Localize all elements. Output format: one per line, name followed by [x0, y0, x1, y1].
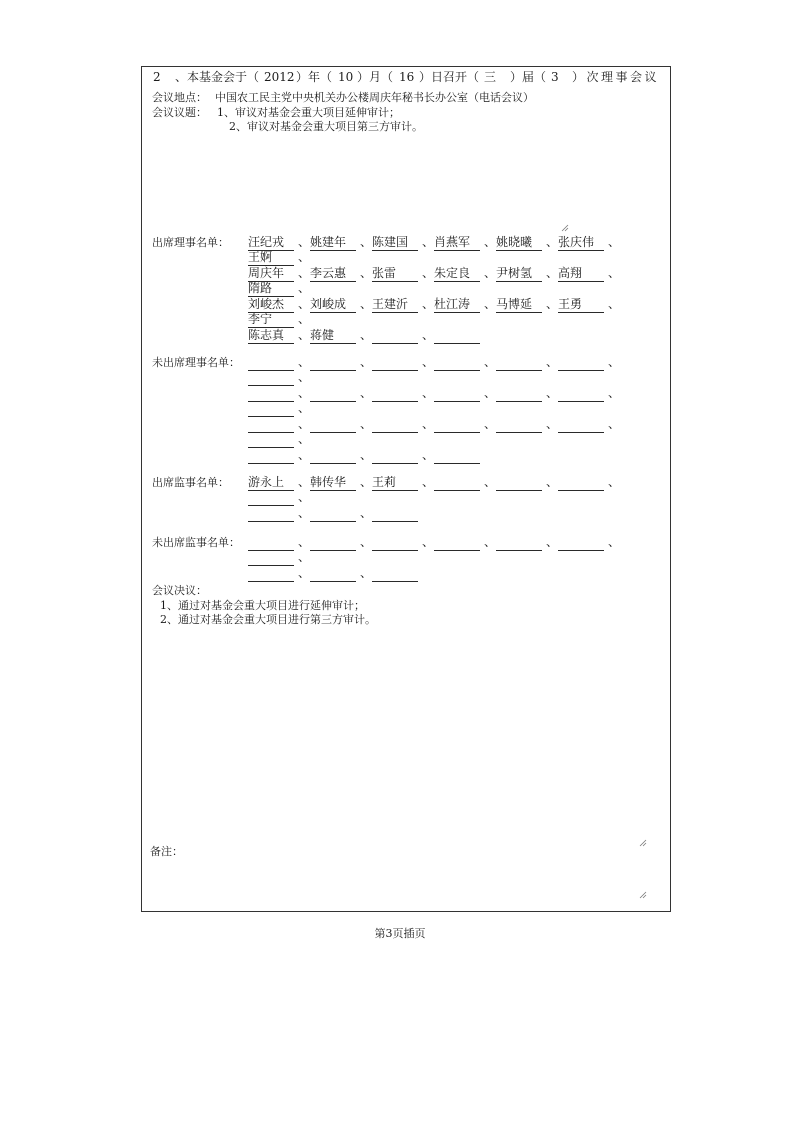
name-separator: 、: [360, 566, 373, 580]
absent-directors-label: 未出席理事名单：: [152, 356, 240, 369]
name-separator: 、: [298, 535, 311, 549]
name-slot: 刘峻成: [310, 297, 356, 313]
name-separator: 、: [298, 550, 311, 564]
name-slot: [372, 355, 418, 371]
name-slot: [248, 506, 294, 522]
meeting-day: 16: [399, 70, 415, 84]
absent-directors-section: [0, 355, 796, 465]
name-slot: [310, 355, 356, 371]
name-slot: [248, 417, 294, 433]
name-slot: 杜江涛: [434, 297, 480, 313]
name-separator: 、: [484, 355, 497, 369]
name-slot: 王勇: [558, 297, 604, 313]
name-separator: 、: [608, 266, 621, 280]
name-separator: 、: [422, 417, 435, 431]
name-separator: 、: [298, 490, 311, 504]
name-slot: [558, 386, 604, 402]
name-separator: 、: [298, 448, 311, 462]
name-separator: 、: [422, 297, 435, 311]
name-separator: 、: [360, 328, 373, 342]
name-separator: 、: [360, 417, 373, 431]
name-separator: 、: [608, 535, 621, 549]
resolution-item: 2、通过对基金会重大项目进行第三方审计。: [160, 613, 376, 626]
name-separator: 、: [608, 386, 621, 400]
name-separator: 、: [546, 386, 559, 400]
name-slot: 肖燕军: [434, 235, 480, 251]
absent-supervisors-section: [0, 535, 796, 645]
name-slot: 李宁: [248, 312, 294, 328]
name-separator: 、: [298, 250, 311, 264]
name-slot: [372, 535, 418, 551]
name-separator: 、: [360, 535, 373, 549]
name-slot: [372, 386, 418, 402]
meeting-year: 2012: [264, 70, 295, 84]
name-separator: 、: [298, 355, 311, 369]
name-separator: 、: [484, 297, 497, 311]
attending-directors-label: 出席理事名单：: [152, 236, 229, 249]
name-separator: 、: [298, 432, 311, 446]
absent-supervisors-label: 未出席监事名单：: [152, 536, 240, 549]
name-slot: 姚晓曦: [496, 235, 542, 251]
name-separator: 、: [298, 312, 311, 326]
name-slot: [248, 490, 294, 506]
name-slot: 高翔: [558, 266, 604, 282]
name-slot: [434, 386, 480, 402]
name-slot: [372, 448, 418, 464]
name-separator: 、: [484, 235, 497, 249]
name-separator: 、: [546, 535, 559, 549]
attending-directors-list: [0, 235, 796, 345]
name-slot: 蒋健: [310, 328, 356, 344]
name-separator: 、: [546, 355, 559, 369]
name-separator: 、: [360, 266, 373, 280]
name-slot: 陈志真: [248, 328, 294, 344]
name-slot: [496, 355, 542, 371]
name-separator: 、: [422, 266, 435, 280]
page-footer: 第3页插页: [374, 927, 426, 940]
name-slot: [434, 417, 480, 433]
name-slot: [372, 566, 418, 582]
header-term-text: ）届（: [510, 70, 547, 84]
name-separator: 、: [484, 417, 497, 431]
name-slot: [496, 417, 542, 433]
name-separator: 、: [422, 386, 435, 400]
header-year-text: ）年（: [296, 70, 333, 84]
name-separator: 、: [546, 297, 559, 311]
name-slot: 张雷: [372, 266, 418, 282]
name-separator: 、: [422, 355, 435, 369]
name-separator: 、: [608, 297, 621, 311]
agenda-item: 2、审议对基金会重大项目第三方审计。: [229, 120, 423, 133]
name-slot: [248, 386, 294, 402]
meeting-term: 三: [484, 70, 497, 84]
name-slot: [372, 506, 418, 522]
name-slot: [248, 370, 294, 386]
name-slot: [496, 475, 542, 491]
name-separator: 、: [298, 328, 311, 342]
name-separator: 、: [298, 566, 311, 580]
name-separator: 、: [546, 266, 559, 280]
name-separator: 、: [484, 475, 497, 489]
agenda-item: 1、审议对基金会重大项目延伸审计；: [217, 106, 400, 119]
resolutions-label: 会议决议：: [152, 584, 207, 597]
name-separator: 、: [484, 386, 497, 400]
name-slot: [372, 328, 418, 344]
remarks-label: 备注：: [150, 845, 183, 858]
name-slot: [558, 417, 604, 433]
name-separator: 、: [298, 401, 311, 415]
name-slot: 王莉: [372, 475, 418, 491]
name-slot: 刘峻杰: [248, 297, 294, 313]
name-slot: [434, 448, 480, 464]
name-separator: 、: [298, 417, 311, 431]
name-slot: [310, 448, 356, 464]
name-slot: 朱定良: [434, 266, 480, 282]
name-separator: 、: [422, 448, 435, 462]
name-separator: 、: [298, 281, 311, 295]
name-slot: [558, 535, 604, 551]
name-separator: 、: [360, 506, 373, 520]
name-slot: [496, 386, 542, 402]
header-day-text: ）日召开（: [419, 70, 480, 84]
name-slot: [310, 386, 356, 402]
name-separator: 、: [546, 417, 559, 431]
absent-supervisors-list: [0, 535, 796, 645]
name-slot: [558, 475, 604, 491]
name-separator: 、: [360, 297, 373, 311]
name-slot: [434, 355, 480, 371]
name-separator: 、: [484, 535, 497, 549]
resize-grip-icon: [639, 891, 647, 899]
name-slot: 汪纪戎: [248, 235, 294, 251]
name-slot: [248, 535, 294, 551]
name-separator: 、: [422, 328, 435, 342]
name-slot: [434, 475, 480, 491]
name-slot: [248, 448, 294, 464]
name-separator: 、: [422, 235, 435, 249]
name-slot: 尹树氢: [496, 266, 542, 282]
name-separator: 、: [298, 370, 311, 384]
header-lead-text: 、本基金会于（: [175, 70, 260, 84]
name-slot: [248, 550, 294, 566]
name-separator: 、: [422, 535, 435, 549]
name-slot: [310, 506, 356, 522]
name-separator: 、: [360, 386, 373, 400]
name-separator: 、: [360, 355, 373, 369]
name-slot: [248, 401, 294, 417]
name-slot: 张庆伟: [558, 235, 604, 251]
header-month-text: ）月（: [357, 70, 394, 84]
name-slot: 王建沂: [372, 297, 418, 313]
name-separator: 、: [298, 506, 311, 520]
name-separator: 、: [298, 235, 311, 249]
name-slot: [372, 417, 418, 433]
meeting-month: 10: [338, 70, 354, 84]
absent-directors-list: [0, 355, 796, 465]
name-separator: 、: [608, 235, 621, 249]
name-slot: 周庆年: [248, 266, 294, 282]
name-separator: 、: [422, 475, 435, 489]
name-separator: 、: [546, 475, 559, 489]
resize-grip-icon: [561, 224, 569, 232]
name-slot: 马博延: [496, 297, 542, 313]
name-slot: [310, 535, 356, 551]
name-slot: 陈建国: [372, 235, 418, 251]
name-slot: [434, 328, 480, 344]
name-separator: 、: [360, 475, 373, 489]
name-slot: [558, 355, 604, 371]
name-slot: [310, 417, 356, 433]
header-session-text: ）次理事会议: [572, 70, 660, 84]
name-slot: [434, 535, 480, 551]
attending-supervisors-label: 出席监事名单：: [152, 476, 229, 489]
meeting-session: 3: [551, 70, 559, 84]
name-slot: 韩传华: [310, 475, 356, 491]
name-separator: 、: [608, 475, 621, 489]
name-slot: [310, 566, 356, 582]
name-slot: [248, 432, 294, 448]
name-slot: 游永上: [248, 475, 294, 491]
name-slot: 隋路: [248, 281, 294, 297]
name-separator: 、: [298, 386, 311, 400]
name-slot: [496, 535, 542, 551]
name-separator: 、: [608, 355, 621, 369]
agenda-label: 会议议题：: [152, 106, 207, 119]
name-separator: 、: [298, 297, 311, 311]
name-separator: 、: [608, 417, 621, 431]
name-separator: 、: [298, 266, 311, 280]
name-separator: 、: [298, 475, 311, 489]
name-separator: 、: [484, 266, 497, 280]
resolution-item: 1、通过对基金会重大项目进行延伸审计；: [160, 599, 365, 612]
location-label: 会议地点：: [152, 91, 207, 104]
name-separator: 、: [360, 448, 373, 462]
item-number: 2: [153, 70, 161, 84]
location-value: 中国农工民主党中央机关办公楼周庆年秘书长办公室（电话会议）: [215, 91, 534, 104]
name-slot: 王婀: [248, 250, 294, 266]
name-slot: 李云惠: [310, 266, 356, 282]
name-slot: 姚建年: [310, 235, 356, 251]
attending-directors-section: [0, 235, 796, 345]
name-separator: 、: [360, 235, 373, 249]
name-slot: [248, 566, 294, 582]
name-slot: [248, 355, 294, 371]
name-separator: 、: [546, 235, 559, 249]
resize-grip-icon: [639, 839, 647, 847]
